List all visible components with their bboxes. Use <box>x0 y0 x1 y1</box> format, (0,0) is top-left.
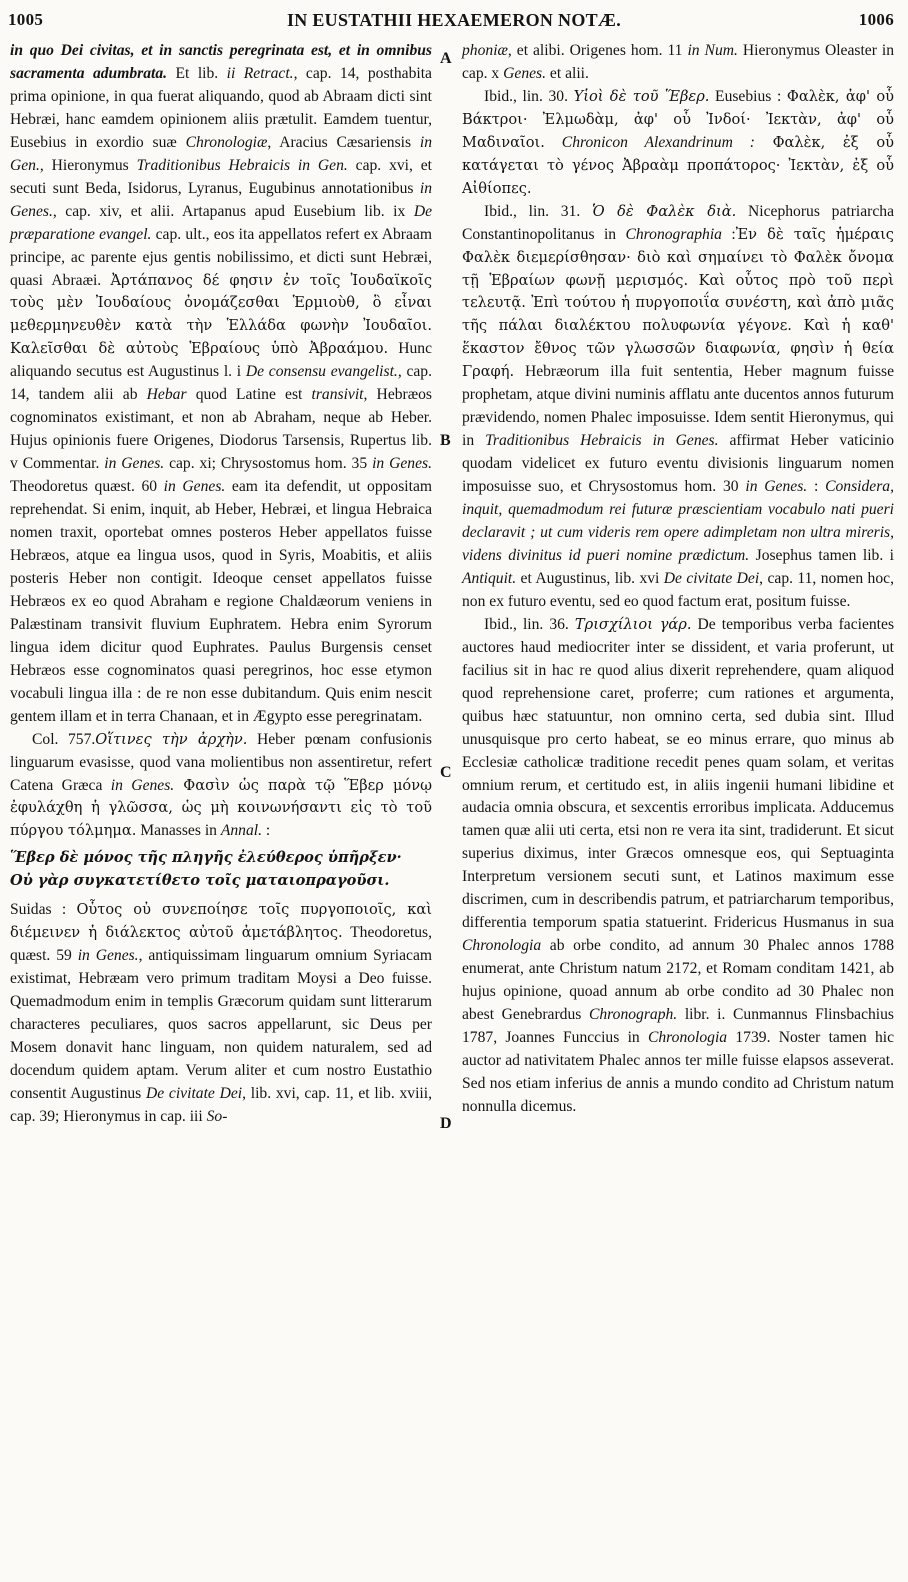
left-p1-text-21: , Hebræos cognominatos existimant, et non ab Abraham, neque ab Heber. Hujus opinionis fuere Origenes, Diodorus Tarsensis, Rupertus lib. v Commentar. <box>10 386 432 473</box>
left-p1-greek-1: Ἀρτάπανος δέ φησιν ἐν τοῖς Ἰουδαϊκοῖς τοὺς μὲν Ἰουδαίους ὀνομάζεσθαι Ἑρμιοὺθ, ὃ εἶναι μεθερμηνευθὲν κατὰ τὴν Ἑλλάδα φωνὴν Ἰουδαῖοι. Καλεῖσθαι δὲ αὐτοὺς Ἑβραίους ὑπὸ Ἀβραάμου. <box>10 271 432 358</box>
left-p1-italic-9: Traditionibus Hebraicis in Gen. <box>136 156 348 174</box>
left-p3-italic-5: De civitate Dei <box>146 1084 243 1102</box>
right-p4-text-8: 1739. Noster tamen hic auctor ad nativitatem Phalec annos ter mille fuisse elapsos asseverat. Sed nos etiam inferius de annis a mundo condito ad Christum natum nonnulla dicemus. <box>462 1028 894 1115</box>
left-p3-text-2: Theodoretus, quæst. 59 <box>10 924 433 965</box>
right-p2-greek-1: Υἱοὶ δὲ τοῦ Ἕβερ. <box>573 87 710 105</box>
right-p1-italic-1: phoniæ <box>462 42 508 59</box>
left-p1-italic-20: transivit <box>311 386 364 404</box>
left-p2-text-6: : <box>262 822 271 840</box>
right-p4-text-6: libr. i. Cunmannus Flinsbachius 1787, Joannes Funccius in <box>462 1006 894 1046</box>
margin-marker-c: C <box>440 764 452 781</box>
right-p3-italic-14: De civitate Dei <box>663 569 760 587</box>
left-p1-text-8: , Hieronymus <box>39 156 137 174</box>
right-p4-italic-5: Chronograph. <box>588 1006 678 1024</box>
margin-marker-b: B <box>440 432 451 449</box>
right-p1-text-6: et alii. <box>546 64 589 82</box>
right-p3-greek-1: Ὁ δὲ Φαλὲκ διὰ. <box>592 202 737 220</box>
left-p1-italic-24: in Genes. <box>372 455 432 473</box>
right-p4-text-4: ab orbe condito, ad annum 30 Phalec annos 1788 enumerat, ante Christum natum 2172, et Romam conditam 1421, ab hujus opinione, quoad annum ab orbe condito ad 30 Phalec non abest Genebrardus <box>462 937 894 1024</box>
left-p3-italic-7: So- <box>206 1107 228 1125</box>
left-paragraph-1 <box>10 40 432 729</box>
running-header <box>8 4 900 34</box>
left-p1-text-25: Theodoretus quæst. 60 <box>10 478 164 496</box>
left-p1-text-23: cap. xi; Chrysostomus hom. 35 <box>164 455 373 473</box>
right-p4-greek-1: Τρισχίλιοι γάρ. <box>574 615 692 633</box>
right-p3-italic-6: Traditionibus Hebraicis in Genes. <box>485 432 719 450</box>
left-p1-italic-7: in Gen. <box>10 133 432 174</box>
left-p2-greek-2: Φασὶν ὡς παρὰ τῷ Ἕβερ μόνῳ ἐφυλάχθη ἡ γλῶσσα, ὡς μὴ κοινωνήσαντι εἰς τὸ τοῦ πύργου τόλμημα. <box>10 776 432 840</box>
right-p3-italic-12: Antiquit. <box>462 569 517 587</box>
right-p2-greek-3: Φαλὲκ, ἐξ οὗ κατάγεται τὸ γένος Ἀβραὰμ προπάτορος· Ἰεκτὰν, ἐξ οὗ Αἰθίοπες. <box>462 133 895 197</box>
right-p2-text-1: Ibid., lin. 30. <box>484 87 574 105</box>
left-p3-text-1: Suidas : <box>10 901 77 919</box>
right-p3-italic-10: Considera, inquit, quemadmodum rei futuræ præscientiam vocabulo nati pueri declaravit ; ut cum videris rem opere adimpletam non ultra mireris, videns divinitus id pueri nomine prædictum. <box>462 478 894 564</box>
right-p4-italic-3: Chronologia <box>462 937 542 955</box>
left-p3-text-6: , lib. xvi, cap. 11, et lib. xviii, cap. 39; Hieronymus in cap. iii <box>10 1084 432 1125</box>
right-p3-text-15: , cap. 11, nomen hoc, non ex futuro eventu, sed eo quod factum erat, positum fuisse. <box>462 569 894 610</box>
right-p1-text-2: , et alibi. Origenes hom. 11 <box>507 42 688 59</box>
right-column <box>462 40 894 1119</box>
left-p1-text-19: quod Latine est <box>186 386 312 404</box>
right-p3-text-2: Nicephorus patriarcha Constantinopolitanus in <box>462 202 894 243</box>
left-p2-italic-3: in Genes. <box>110 776 175 794</box>
right-p3-italic-8: in Genes. <box>745 478 808 496</box>
left-p3-greek-1: Οὗτος οὐ συνεποίησε τοῖς πυργοποιοῖς, καὶ διέμεινεν ἡ διάλεκτος αὐτοῦ ἀμετάβλητος. <box>10 901 433 942</box>
left-p3-italic-3: in Genes. <box>77 947 139 965</box>
right-paragraph-2 <box>462 86 894 201</box>
left-paragraph-3 <box>10 899 432 1129</box>
left-p1-text-12: , cap. xiv, et alii. Artapanus apud Eusebium lib. ix <box>52 202 414 220</box>
right-p1-italic-3: in Num. <box>687 42 738 59</box>
right-p3-italic-3: Chronographia <box>625 225 722 243</box>
right-p3-text-13: et Augustinus, lib. xvi <box>516 569 664 587</box>
left-p1-text-4: , cap. 14, posthabita prima opinione, in qua fuerat aliquando, quod ab Abraam dicti sint Hebræi, hanc eamdem opinionem aliis prætulit. Eamdem tuentur, Eusebius in exordio suæ <box>10 64 432 151</box>
right-paragraph-4 <box>462 614 894 1119</box>
left-p1-italic-5: Chronologiæ <box>185 133 268 151</box>
left-p1-italic-18: Hebar <box>146 386 187 404</box>
right-p3-text-1: Ibid., lin. 31. <box>484 202 593 220</box>
right-p3-text-5: Hebræorum illa fuit sententia, Heber magnum fuisse prophetam, atque divini numinis afflatu ante ducentos annos futurum prævidendo, nomen Phalec imposuisse. Idem sentit Hieronymus, qui in <box>462 363 894 450</box>
verse-quote <box>10 847 432 893</box>
left-p2-text-1: Col. 757. <box>32 730 96 748</box>
right-p1-italic-5: Genes. <box>503 64 547 82</box>
right-p1-text-4: Hieronymus Oleaster in cap. x <box>462 42 894 82</box>
right-p4-text-2: De temporibus verba facientes auctores haud mediocriter inter se dissident, et varia proferunt, ut facilius sit in hac re quod alius dixerit reprehendere, quam aliquod quod reprehensione caret, proferre; cum rationes et argumenta, quibus hæc statuuntur, non omnino certa, sed dubia sint. Illud unusquisque pro certo habeat, se eo minus errare, quo minus ab Ecclesiæ catholicæ traditione recedit penes quam solam, et veritas omnium rerum, et certitudo est, in aliis ingenii humani libidine et audacia omnia obscura, et sexcentis erroribus implicata. Adducemus tamen quæ alii uti certa, etsi non re vera ita sint, tradiderunt. Et sicut superius diximus, inter Græcos omnesque eos, qui Septuaginta Interpretum versionem secuti sunt, et Latinos maximum esse discrimen, cum in describendis patrum, et patriarcharum temporibus, differentia temporum spatia statuerint. Fridericus Husmanus in sua <box>462 615 895 932</box>
left-p1-italic-16: De consensu evangelist. <box>245 363 398 381</box>
right-p2-italic-4: Chronicon Alexandrinum : <box>561 133 755 151</box>
left-p2-text-4: Manasses in <box>136 822 221 840</box>
left-p2-italic-5: Annal. <box>220 822 263 840</box>
left-p1-text-14: cap. ult., eos ita appellatos refert ex Abraam principe, ac parente ejus gentis nobilissimo, et dicti sunt Hebræi, quasi Abraæi. <box>10 225 432 289</box>
right-p3-greek-2: Ἐν δὲ ταῖς ἡμέραις Φαλὲκ διεμερίσθησαν· διὸ καὶ σημαίνει τὸ Φαλὲκ ὄνομα τῇ Ἑβραίων φωνῇ μερισμός. Καὶ οὗτος πρὸ τοῦ περὶ τελευτᾷ. Ἐπὶ τούτου ἡ πυργοποιΐα συνέστη, καὶ ἀπὸ μιᾶς τῆς πάλαι διαλέκτου πολυφωνία γέγονε. Καὶ ἡ καθ' ἕκαστον ἔθνος τῶν γλωσσῶν διαφωνία, φησὶν ἡ θεία Γραφή. <box>462 225 894 381</box>
right-p3-text-9: : <box>807 478 826 496</box>
page-number-left: 1005 <box>8 10 44 29</box>
page-number-right: 1006 <box>858 10 894 29</box>
left-p1-text-27: eam ita defendit, ut oppositam reprehendat. Si enim, inquit, ab Heber, Hebræi, et lingua Hebraica nomen traxit, oportebat omnes posteros Heber appellatos fuisse Hebræos, atque ea lingua usos, quod in Syris, Moabitis, et aliis posteris Heber non contigit. Ideoque censet appellatos fuisse Hebræos ex eo quod Abraham e regione Chaldæorum veniens in Palæstinam transivit fluvium Euphratem. Hebra enim Syrorum lingua idem dicitur quod Euphrates. Paulus Burgensis censet Hebræos esse cognominatos quasi peregrinos, hoc esse etymon vocabuli lingua illa : de re non esse dubitandum. Quis enim nescit gentem illam et in terra Chanaan, et in Ægypto esse peregrinatam. <box>10 478 432 725</box>
left-p1-italic-26: in Genes. <box>163 478 226 496</box>
margin-marker-a: A <box>440 50 452 67</box>
right-paragraph-3 <box>462 201 894 614</box>
right-p2-greek-2: Φαλὲκ, ἀφ' οὗ Βάκτροι· Ἐλμωδὰμ, ἀφ' οὗ Ἰνδοί· Ἰεκτὰν, ἀφ' οὗ Μαδιναῖοι. <box>462 87 895 151</box>
left-p1-italic-22: in Genes. <box>104 455 165 473</box>
left-p1-italic-13: De præparatione evangel. <box>10 202 432 243</box>
left-p2-text-2: Heber pœnam confusionis linguarum evasisse, quod vana molientibus non assentiretur, refert Catena Græca <box>10 730 433 794</box>
left-p3-text-4: , antiquissimam linguarum omnium Syriacam existimat, Hebræam vero primum traditam Moysi a Deo fuisse. Quemadmodum enim in templis Græcorum quidam sunt litterarum characteres peculiares, quos sacros appellarunt, sic Deus per Mosem donavit hanc linguam, non quidem naturalem, sed ad docendum quidem aptam. Verum aliter et cum nostro Eustathio consentit Augustinus <box>10 947 433 1102</box>
right-paragraph-1 <box>462 40 894 86</box>
verse-line-1: Ἕβερ δὲ μόνος τῆς πληγῆς ἐλεύθερος ὑπῆρξεν· <box>10 849 402 867</box>
right-p2-text-2: Eusebius : <box>709 87 787 105</box>
left-p1-text-17: , cap. 14, tandem alii ab <box>10 363 432 404</box>
left-p1-italic-11: in Genes. <box>10 179 432 220</box>
right-p2-text-3 <box>545 134 562 151</box>
running-title: IN EUSTATHII HEXAEMERON NOTÆ. <box>286 10 622 30</box>
left-p1-text-15: Hunc aliquando secutus est Augustinus l. i <box>10 340 432 381</box>
left-column <box>10 40 432 1129</box>
left-paragraph-2 <box>10 729 432 844</box>
left-p1-italic-3: ii Retract. <box>226 64 294 82</box>
left-p1-italic-1: in quo Dei civitas, et in sanctis peregrinata est, et in omnibus sacramenta adumbrata. <box>10 42 432 82</box>
left-p1-text-2: Et lib. <box>167 64 227 82</box>
right-p3-text-4: : <box>721 225 736 243</box>
right-p3-text-11: Josephus tamen lib. i <box>749 546 894 564</box>
right-p3-text-7: affirmat Heber vaticinio quodam videlicet ex futuro eventu divisionis linguarum nomen imposuisse suo, et Chrysostomus hom. 30 <box>462 432 894 496</box>
left-p1-text-10: cap. xvi, et secuti sunt Beda, Isidorus, Lyranus, Eugubinus annotationibus <box>10 156 433 197</box>
left-p1-text-6: , Aracius Cæsariensis <box>267 133 420 151</box>
right-p4-text-1: Ibid., lin. 36. <box>484 615 575 633</box>
verse-line-2: Οὐ γὰρ συγκατετίθετο τοῖς ματαιοπραγοῦσι. <box>10 872 390 890</box>
left-p2-greek-1: Οἵτινες τὴν ἀρχὴν. <box>95 730 248 748</box>
right-p4-italic-7: Chronologia <box>647 1028 728 1046</box>
margin-marker-d: D <box>440 1115 452 1132</box>
